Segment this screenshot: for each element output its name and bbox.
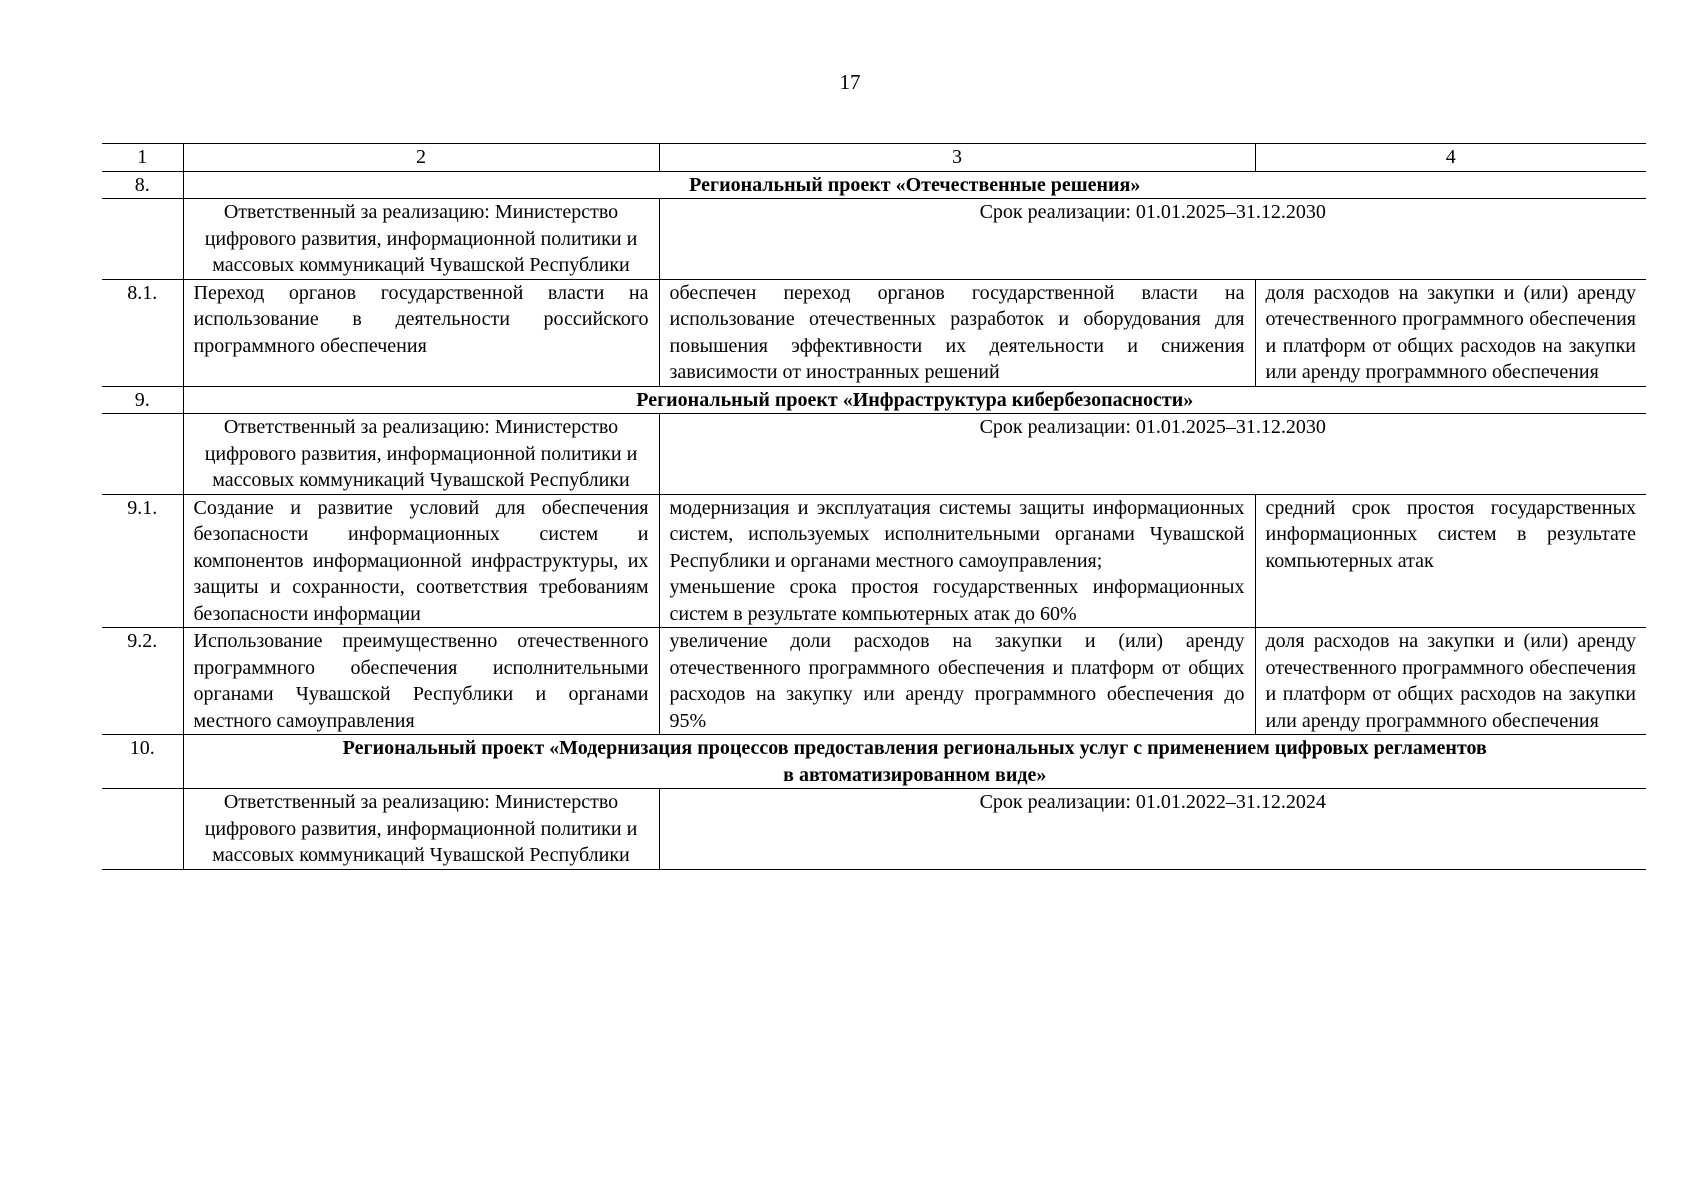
implementation-term: Срок реализации: 01.01.2025–31.12.2030: [659, 414, 1646, 495]
task-cell: Использование преимущественно отечественного программного обеспечения исполнительными органами Чувашской Республики и органами местного самоуправления: [183, 628, 659, 735]
section-title: Региональный проект «Инфраструктура кибербезопасности»: [183, 386, 1646, 414]
section-title: Региональный проект «Отечественные решения»: [183, 171, 1646, 199]
empty-cell: [102, 199, 183, 280]
task-cell: Переход органов государственной власти на использование в деятельности российского программного обеспечения: [183, 279, 659, 386]
implementation-term: Срок реализации: 01.01.2025–31.12.2030: [659, 199, 1646, 280]
section-number: 8.: [102, 171, 183, 199]
responsible-executor: Ответственный за реализацию: Министерство цифрового развития, информационной политики и массовых коммуникаций Чувашской Республики: [183, 414, 659, 495]
column-header-row: [102, 144, 1646, 172]
section-number: 10.: [102, 735, 183, 789]
section-info-row: [102, 199, 1646, 280]
table-row: [102, 279, 1646, 386]
section-number: 9.: [102, 386, 183, 414]
result-item: уменьшение срока простоя государственных информационных систем в результате компьютерных атак до 60%: [669, 576, 1245, 625]
row-number: 9.2.: [102, 628, 183, 735]
task-cell: Создание и развитие условий для обеспечения безопасности информационных систем и компонентов информационной инфраструктуры, их защиты и сохранности, соответствия требованиям безопасности информации: [183, 494, 659, 628]
result-cell: [659, 494, 1255, 628]
empty-cell: [102, 414, 183, 495]
empty-cell: [102, 789, 183, 870]
section-title: [183, 735, 1646, 789]
section-title-row: [102, 386, 1646, 414]
page-number: 17: [839, 70, 861, 94]
column-header-4: 4: [1255, 144, 1646, 172]
column-header-3: 3: [659, 144, 1255, 172]
result-cell: увеличение доли расходов на закупки и (или) аренду отечественного программного обеспечения и платформ от общих расходов на закупку или аренду программного обеспечения до 95%: [659, 628, 1255, 735]
indicator-cell: доля расходов на закупки и (или) аренду отечественного программного обеспечения и платформ от общих расходов на закупки или аренду программного обеспечения: [1255, 628, 1646, 735]
implementation-term: Срок реализации: 01.01.2022–31.12.2024: [659, 789, 1646, 870]
responsible-executor: Ответственный за реализацию: Министерство цифрового развития, информационной политики и массовых коммуникаций Чувашской Республики: [183, 789, 659, 870]
section-title-row: [102, 171, 1646, 199]
column-header-1: 1: [102, 144, 183, 172]
section-info-row: [102, 414, 1646, 495]
column-header-2: 2: [183, 144, 659, 172]
section-info-row: [102, 789, 1646, 870]
indicator-cell: средний срок простоя государственных информационных систем в результате компьютерных атак: [1255, 494, 1646, 628]
responsible-executor: Ответственный за реализацию: Министерство цифрового развития, информационной политики и массовых коммуникаций Чувашской Республики: [183, 199, 659, 280]
table-row: [102, 628, 1646, 735]
row-number: 9.1.: [102, 494, 183, 628]
result-cell: обеспечен переход органов государственной власти на использование отечественных разработок и оборудования для повышения эффективности их деятельности и снижения зависимости от иностранных решений: [659, 279, 1255, 386]
table-row: [102, 494, 1646, 628]
indicator-cell: доля расходов на закупки и (или) аренду отечественного программного обеспечения и платформ от общих расходов на закупки или аренду программного обеспечения: [1255, 279, 1646, 386]
program-table: [102, 143, 1646, 870]
section-title-line: в автоматизированном виде»: [783, 763, 1047, 786]
section-title-row: [102, 735, 1646, 789]
row-number: 8.1.: [102, 279, 183, 386]
section-title-line: Региональный проект «Модернизация процессов предоставления региональных услуг с применением цифровых регламентов: [342, 737, 1487, 759]
result-item: модернизация и эксплуатация системы защиты информационных систем, используемых исполнительными органами Чувашской Республики и органами местного самоуправления;: [669, 496, 1245, 572]
